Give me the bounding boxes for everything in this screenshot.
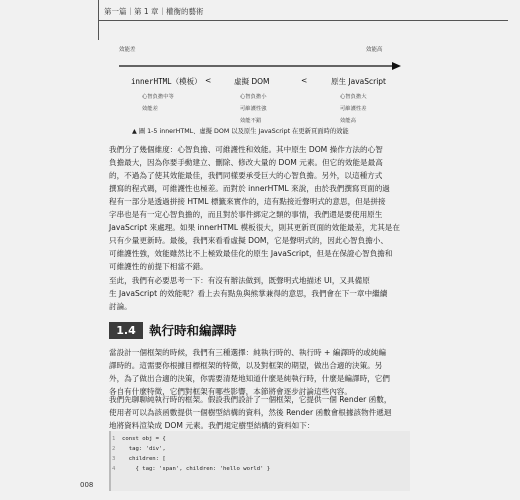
performance-arrow <box>119 60 401 72</box>
code-line-number: 3 <box>112 456 116 462</box>
paragraph-line: 的，不過為了使其效能最佳，我們同樣要承受巨大的心智負擔。另外，以這種方式 <box>109 171 383 180</box>
paragraph-1 <box>109 143 409 273</box>
figure-vdom-item: 心智負擔小 <box>240 94 267 100</box>
code-line <box>112 446 166 452</box>
paragraph-line: 可維護性的前提下相當不錯。 <box>109 262 208 271</box>
figure-native-item: 效能高 <box>340 118 356 124</box>
code-line-number: 1 <box>112 436 116 442</box>
paragraph-line: 我們先聊聊純執行時的框架。假設我們設計了一個框架，它提供一個 Render 函數， <box>109 395 392 404</box>
paragraph-line: 外，為了做出合適的決策，你需要清楚地知道什麼是純執行時，什麼是編譯時，它們 <box>109 374 390 383</box>
paragraph-line: 使用者可以為該函數提供一個樹型結構的資料，然後 Render 函數會根據該物件遞迴 <box>109 408 392 417</box>
figure-less-than-2: < <box>301 76 308 85</box>
code-line-text: { tag: 'span', children: 'hello world' } <box>122 466 271 472</box>
figure-high-performance-label: 效能高 <box>366 47 383 53</box>
paragraph-3 <box>109 346 409 398</box>
code-line <box>112 456 166 462</box>
paragraph-2 <box>109 274 409 313</box>
paragraph-line: 生 JavaScript 的效能呢？看上去有點魚與熊掌兼得的意思，我們會在下一章中繼續 <box>109 289 388 298</box>
code-line-text: children: [ <box>122 456 166 462</box>
figure-innerhtml-item: 效能差 <box>142 106 158 112</box>
paragraph-line: 撰寫的程式碼，可維護性也極差。而對於 innerHTML 來說，由於我們撰寫頁面的過 <box>109 184 390 193</box>
running-header: 第一篇｜第 1 章｜權衡的藝術 <box>104 7 204 16</box>
paragraph-line: 討論。 <box>109 302 132 311</box>
figure-native-item: 心智負擔大 <box>340 94 367 100</box>
paragraph-line: 當設計一個框架的時候，我們有三種選擇：純執行時的、執行時 + 編譯時的或純編 <box>109 348 386 357</box>
page-number: 008 <box>80 481 94 489</box>
section-title: 執行時和編譯時 <box>149 323 237 338</box>
figure-column-native-js-title: 原生 JavaScript <box>331 77 386 86</box>
figure-column-vdom-title: 虛擬 DOM <box>234 77 270 86</box>
figure-caption <box>132 126 349 135</box>
code-line <box>112 466 270 472</box>
paragraph-line: 至此，我們有必要思考一下：有沒有辦法做到，既聲明式地描述 UI，又具備原 <box>109 276 370 285</box>
code-line <box>112 436 166 442</box>
paragraph-line: 譯時的。這需要你根據目標框架的特徵，以及對框架的期望，做出合適的決策。另 <box>109 361 383 370</box>
paragraph-line: 只有少量更新時。最後，我們來看看虛擬 DOM，它是聲明式的，因此心智負擔小、 <box>109 236 388 245</box>
figure-caption-label: ▲ 圖 1-5 <box>132 128 158 135</box>
paragraph-line: 各自有什麼特徵，它們對框架有哪些影響，本節將會逐步討論這些內容。 <box>109 387 352 396</box>
paragraph-4 <box>109 393 409 432</box>
figure-innerhtml-item: 心智負擔中等 <box>142 94 174 100</box>
figure-vdom-item: 效能不錯 <box>240 118 262 124</box>
figure-less-than-1: < <box>205 76 212 85</box>
figure-caption-text: innerHTML、虛擬 DOM 以及原生 JavaScript 在更新頁面時的效能 <box>159 128 349 135</box>
figure-vdom-item: 可維護性強 <box>240 106 267 112</box>
code-line-text: tag: 'div', <box>122 446 166 452</box>
figure-low-performance-label: 效能差 <box>119 47 136 53</box>
paragraph-line: 字串也是有一定心智負擔的，而且對於事件綁定之類的事情，我們還是要使用原生 <box>109 210 383 219</box>
paragraph-line: 我們分了幾個維度：心智負擔、可維護性和效能。其中原生 DOM 操作方法的心智 <box>109 145 383 154</box>
code-line-number: 2 <box>112 446 116 452</box>
header-rule-horizontal <box>98 20 508 21</box>
figure-native-item: 可維護性差 <box>340 106 367 112</box>
paragraph-line: 負擔最大，因為你要手動建立、刪除、修改大量的 DOM 元素。但它的效能是最高 <box>109 158 383 167</box>
paragraph-line: JavaScript 來處理。如果 innerHTML 模板很大，則其更新頁面的效能最差，尤其是在 <box>109 223 400 232</box>
section-number-badge: 1.4 <box>109 322 143 339</box>
code-line-number: 4 <box>112 466 116 472</box>
paragraph-line: 程有一部分是透過拼接 HTML 標籤來實作的，這有點接近聲明式的意思，但是拼接 <box>109 197 386 206</box>
code-line-text: const obj = { <box>122 436 166 442</box>
paragraph-line: 可維護性強，效能雖然比不上極致最佳化的原生 JavaScript，但是在保證心智負擔和 <box>109 249 393 258</box>
paragraph-line: 地將資料渲染成 DOM 元素。我們規定樹型結構的資料如下： <box>109 421 315 430</box>
figure-column-innerhtml-title: innerHTML（模板） <box>131 77 202 86</box>
